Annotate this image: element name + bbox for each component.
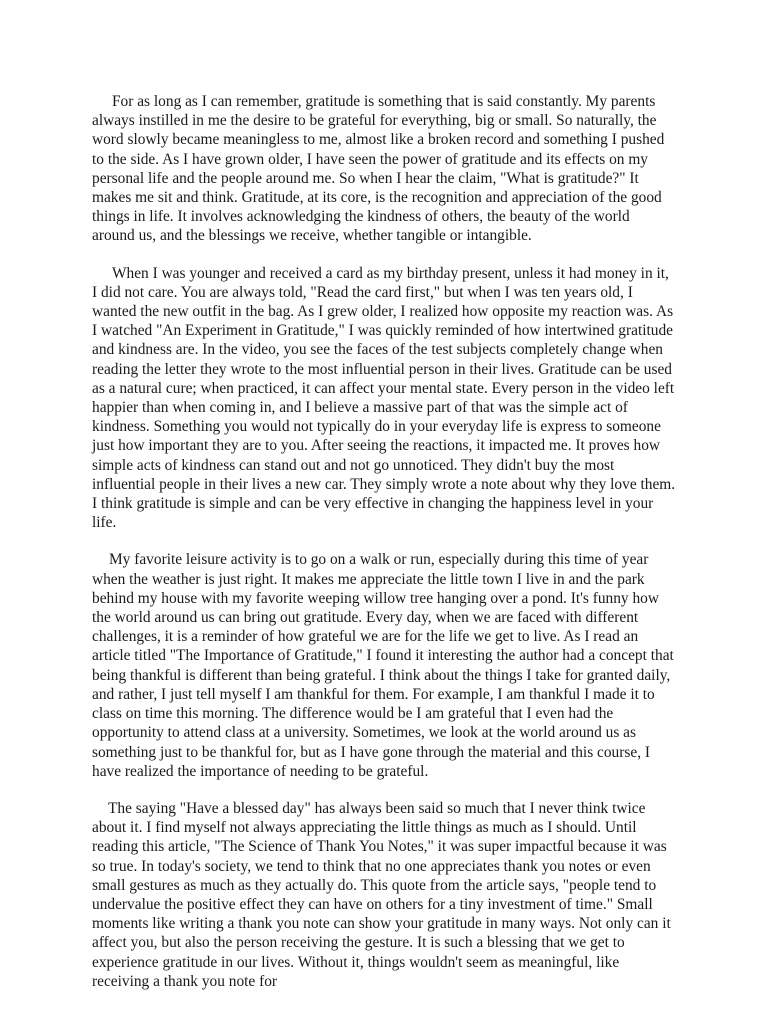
paragraph-3: My favorite leisure activity is to go on a walk or run, especially during this time of year when the weather is just right. It makes me appreciate the little town I live in and the park behind my house with my favorite weeping willow tree hanging over a pond. It's funny how the world around us can bring out gratitude. Every day, when we are faced with different challenges, it is a reminder of how grateful we are for the life we get to live. As I read an article titled "The Importance of Gratitude," I found it interesting the author had a concept that being thankful is different than being grateful. I think about the things I take for granted daily, and rather, I just tell myself I am thankful for them. For example, I am thankful I made it to class on time this morning. The difference would be I am grateful that I even had the opportunity to attend class at a university. Sometimes, we look at the world around us as something just to be thankful for, but as I have gone through the material and this course, I have realized the importance of needing to be grateful. — [92, 551, 674, 780]
paragraph-1: For as long as I can remember, gratitude is something that is said constantly. My parents always instilled in me the desire to be grateful for everything, big or small. So naturally, the word slowly became meaningless to me, almost like a broken record and something I pushed to the side. As I have grown older, I have seen the power of gratitude and its effects on my personal life and the people around me. So when I hear the claim, "What is gratitude?" It makes me sit and think. Gratitude, at its core, is the recognition and appreciation of the good things in life. It involves acknowledging the kindness of others, the beauty of the world around us, and the blessings we receive, whether tangible or intangible. — [92, 93, 665, 245]
paragraph-4: The saying "Have a blessed day" has always been said so much that I never think twice about it. I find myself not always appreciating the little things as much as I should. Until reading this article, "The Science of Thank You Notes," it was super impactful because it was so true. In today's society, we tend to think that no one appreciates thank you notes or even small gestures as much as they actually do. This quote from the article says, "people tend to undervalue the positive effect they can have on others for a tiny investment of time." Small moments like writing a thank you note can show your gratitude in many ways. Not only can it affect you, but also the person receiving the gesture. It is such a blessing that we get to experience gratitude in our lives. Without it, things wouldn't seem as meaningful, like receiving a thank you note for — [92, 799, 671, 990]
paragraph-2: When I was younger and received a card as my birthday present, unless it had money in it, I did not care. You are always told, "Read the card first," but when I was ten years old, I wanted the new outfit in the bag. As I grew older, I realized how opposite my reaction was. As I watched "An Experiment in Gratitude," I was quickly reminded of how intertwined gratitude and kindness are. In the video, you see the faces of the test subjects completely change when reading the letter they wrote to the most influential person in their lives. Gratitude can be used as a natural cure; when practiced, it can affect your mental state. Every person in the video left happier than when coming in, and I believe a massive part of that was the simple act of kindness. Something you would not typically do in your everyday life is express to someone just how important they are to you. After seeing the reactions, it impacted me. It proves how simple acts of kindness can stand out and not go unnoticed. They didn't buy the most influential people in their lives a new car. They simply wrote a note about why they love them. I think gratitude is simple and can be very effective in changing the happiness level in your life. — [92, 264, 676, 532]
